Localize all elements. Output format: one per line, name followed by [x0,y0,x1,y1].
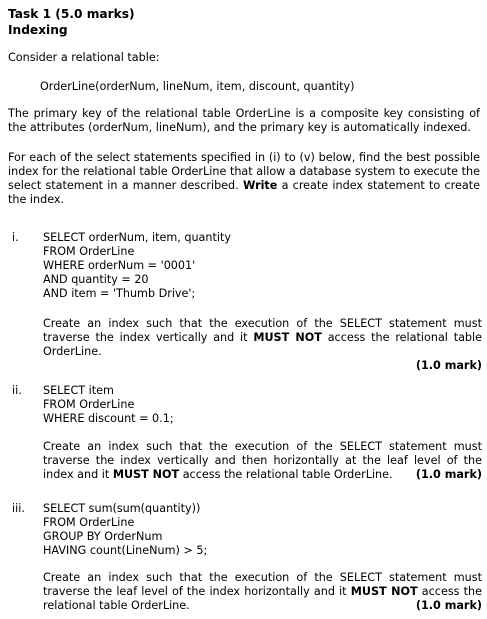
sql-block [43,502,207,558]
sql-line: GROUP BY OrderNum [43,530,163,543]
instruction-bold: MUST NOT [112,468,180,481]
sql-line: SELECT orderNum, item, quantity [43,231,232,244]
sql-line: FROM OrderLine [43,516,135,529]
sql-line: FROM OrderLine [43,398,135,411]
instruction-text: Create an index such that the execution of the SELECT statement must traverse the leaf level of the index horizontally and it [43,571,482,598]
task-bold-write: Write [242,179,278,192]
primary-key-paragraph: The primary key of the relational table OrderLine is a composite key consisting of the attributes (orderNum, lineNum), and the primary key is automatically indexed. [8,107,480,134]
question-instruction [43,440,482,482]
instruction-text: Create an index such that the execution of the SELECT statement must traverse the index vertically and then horizontally at the leaf level of the index and it [43,440,482,481]
question-instruction [43,317,482,373]
sql-line: WHERE orderNum = '0001' [43,259,196,272]
task-text-2: a create index statement to create the index. [8,179,480,206]
sql-line: SELECT sum(sum(quantity)) [43,502,201,515]
instruction-text: Create an index such that the execution of the SELECT statement must traverse the index vertically and it [43,317,482,344]
task-subtitle: Indexing [8,23,68,37]
instruction-text: access the relational table OrderLine. [182,468,393,481]
instruction-bold: MUST NOT [350,585,418,598]
instruction-bold: MUST NOT [253,331,322,344]
sql-line: FROM OrderLine [43,245,135,258]
task-paragraph [8,151,480,207]
sql-line: HAVING count(LineNum) > 5; [43,544,208,557]
consider-text: Consider a relational table: [8,51,160,64]
question-number: ii. [12,384,22,397]
instruction-text: access the relational table OrderLine. [43,331,483,358]
mark-label: (1.0 mark) [415,468,482,481]
task-text-1: For each of the select statements specified in (i) to (v) below, find the best possible index for the relational table OrderLine that allow a database system to execute the select statement in a manner described. [8,151,480,192]
mark-label: (1.0 mark) [415,599,482,612]
instruction-text: access the relational table OrderLine. [43,585,483,612]
sql-line: AND quantity = 20 [43,273,149,286]
sql-line: WHERE discount = 0.1; [43,412,174,425]
task-title: Task 1 (5.0 marks) [8,7,135,21]
question-number: i. [12,231,19,244]
question-number: iii. [12,502,25,515]
table-definition: OrderLine(orderNum, lineNum, item, discount, quantity) [40,80,355,93]
sql-line: SELECT item [43,384,114,397]
sql-block [43,384,174,426]
question-instruction [43,571,482,613]
mark-label: (1.0 mark) [415,359,482,372]
sql-line: AND item = 'Thumb Drive'; [43,287,196,300]
sql-block [43,231,231,301]
